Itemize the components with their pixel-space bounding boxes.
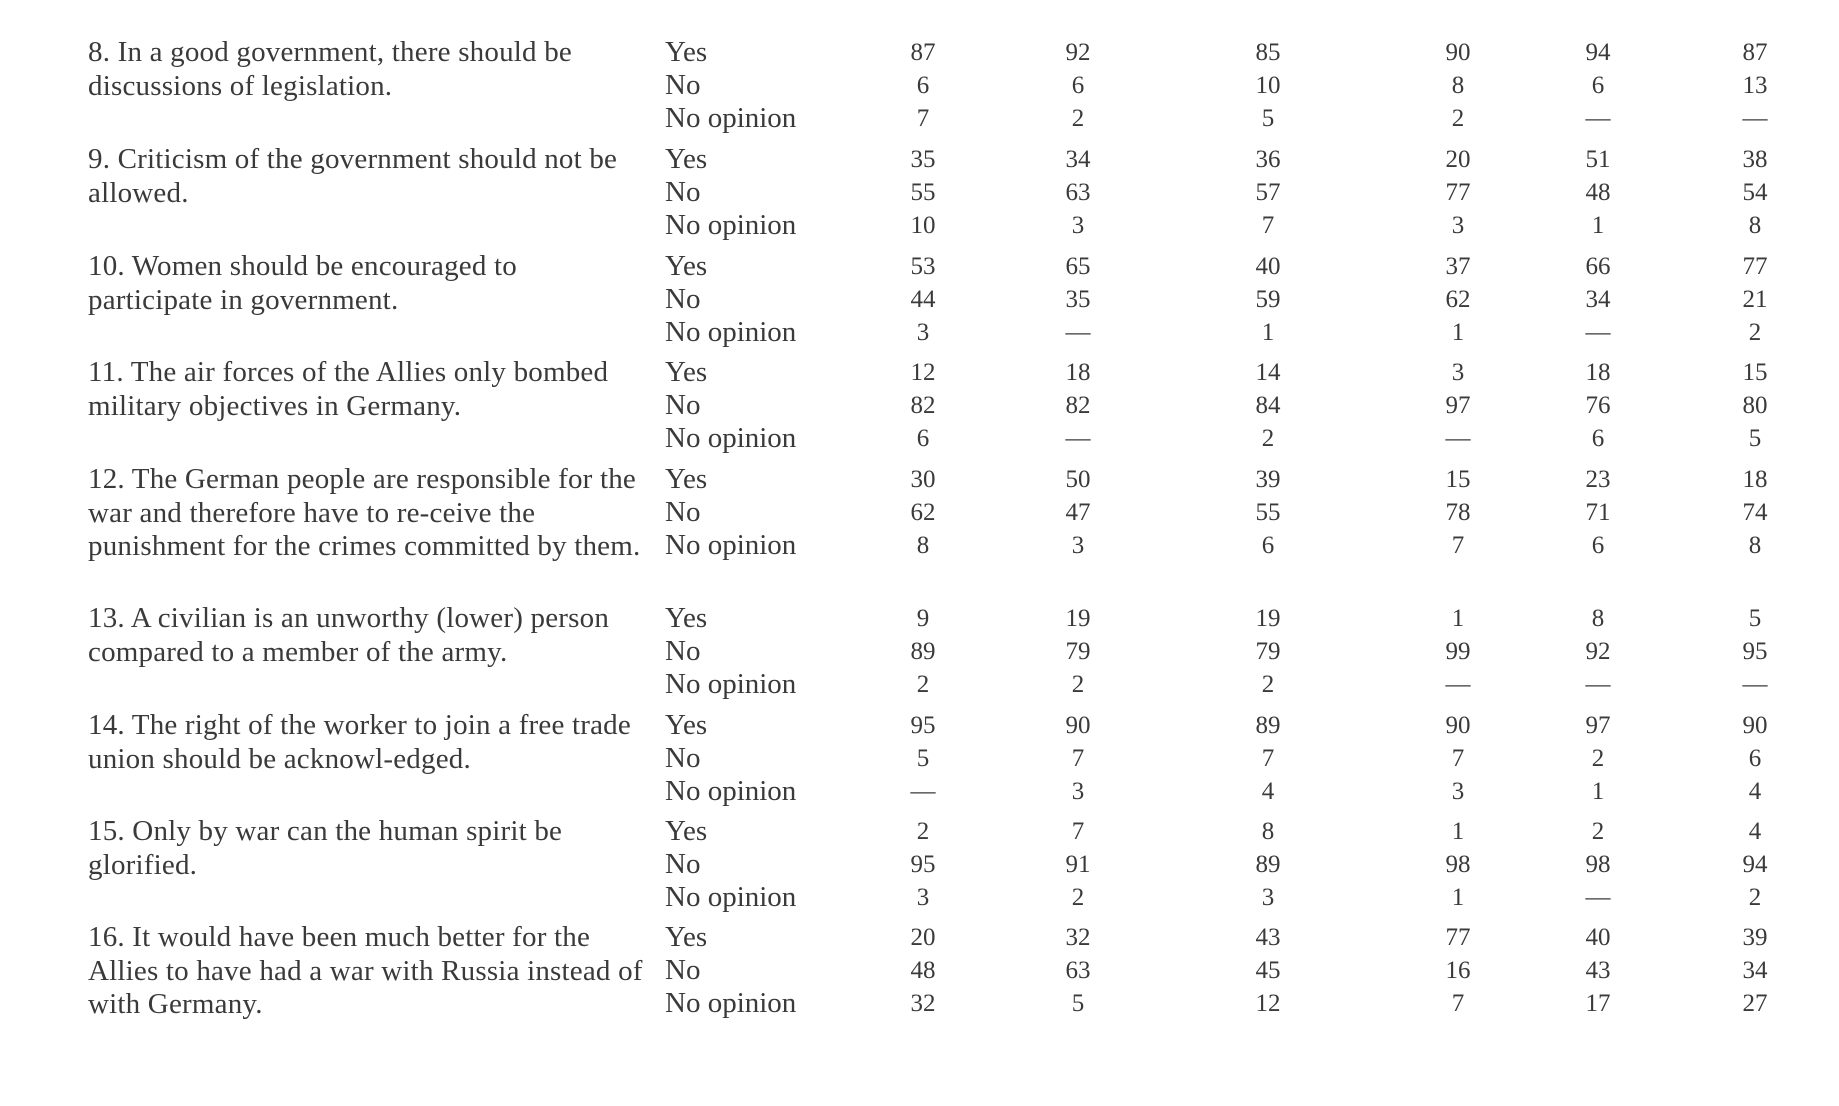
value-cell: 3 (1071, 212, 1085, 239)
value-cell: — (1585, 105, 1611, 132)
value-cell: — (1445, 425, 1471, 452)
answer-label: No (665, 848, 701, 880)
value-cell: 21 (1742, 286, 1768, 313)
value-cell: 15 (1742, 359, 1768, 386)
value-cell: 89 (910, 638, 936, 665)
value-cell: 92 (1065, 39, 1091, 66)
value-cell: — (910, 778, 936, 805)
value-cell: 3 (1451, 212, 1465, 239)
value-cell: 55 (1255, 499, 1281, 526)
question-block (0, 815, 1839, 925)
question-text: 10. Women should be encouraged to participate in government. (88, 250, 517, 316)
question-block (0, 463, 1839, 573)
value-cell: 7 (1071, 745, 1085, 772)
answer-label: No (665, 635, 701, 667)
answer-label: No (665, 742, 701, 774)
value-cell: 12 (1255, 990, 1281, 1017)
value-cell: 78 (1445, 499, 1471, 526)
value-cell: 6 (1591, 532, 1605, 559)
answer-label: No (665, 389, 701, 421)
answer-label: No opinion (665, 316, 797, 348)
value-cell: 2 (1451, 105, 1465, 132)
value-cell: 7 (1451, 745, 1465, 772)
value-cell: 20 (1445, 146, 1471, 173)
value-cell: — (1065, 319, 1091, 346)
value-cell: 2 (1591, 745, 1605, 772)
value-cell: — (1742, 105, 1768, 132)
value-cell: 6 (1748, 745, 1762, 772)
value-cell: 5 (1748, 425, 1762, 452)
value-cell: 82 (910, 392, 936, 419)
value-cell: 9 (916, 605, 930, 632)
value-cell: 19 (1255, 605, 1281, 632)
answer-label: Yes (665, 36, 708, 68)
value-cell: 1 (1451, 319, 1465, 346)
value-cell: 79 (1065, 638, 1091, 665)
value-cell: 35 (1065, 286, 1091, 313)
value-cell: 7 (1261, 212, 1275, 239)
value-cell: 77 (1445, 179, 1471, 206)
value-cell: 5 (916, 745, 930, 772)
value-cell: 15 (1445, 466, 1471, 493)
value-cell: 30 (910, 466, 936, 493)
value-cell: 3 (1451, 778, 1465, 805)
value-cell: 8 (1748, 212, 1762, 239)
value-cell: 40 (1255, 253, 1281, 280)
value-cell: 27 (1742, 990, 1768, 1017)
value-cell: — (1065, 425, 1091, 452)
answer-label: Yes (665, 250, 708, 282)
value-cell: 8 (916, 532, 930, 559)
value-cell: 51 (1585, 146, 1611, 173)
question-text: 15. Only by war can the human spirit be glorified. (88, 815, 563, 881)
value-cell: 34 (1742, 957, 1768, 984)
answer-label: Yes (665, 356, 708, 388)
value-cell: 2 (1261, 425, 1275, 452)
value-cell: 45 (1255, 957, 1281, 984)
value-cell: 35 (910, 146, 936, 173)
value-cell: 95 (910, 851, 936, 878)
value-cell: 36 (1255, 146, 1281, 173)
answer-label: No (665, 69, 701, 101)
value-cell: 43 (1585, 957, 1611, 984)
value-cell: 92 (1585, 638, 1611, 665)
value-cell: 62 (1445, 286, 1471, 313)
value-cell: 8 (1748, 532, 1762, 559)
question-text: 14. The right of the worker to join a free trade union should be acknowl-edged. (88, 709, 631, 775)
value-cell: 13 (1742, 72, 1768, 99)
value-cell: 2 (916, 671, 930, 698)
value-cell: 3 (916, 884, 930, 911)
value-cell: 98 (1585, 851, 1611, 878)
value-cell: 2 (916, 818, 930, 845)
value-cell: 89 (1255, 851, 1281, 878)
answer-label: Yes (665, 143, 708, 175)
question-block (0, 709, 1839, 819)
value-cell: 95 (1742, 638, 1768, 665)
value-cell: 7 (1261, 745, 1275, 772)
value-cell: 74 (1742, 499, 1768, 526)
value-cell: 23 (1585, 466, 1611, 493)
value-cell: 3 (1261, 884, 1275, 911)
value-cell: 76 (1585, 392, 1611, 419)
answer-label: Yes (665, 602, 708, 634)
value-cell: 6 (1591, 425, 1605, 452)
value-cell: 2 (1591, 818, 1605, 845)
value-cell: 1 (1451, 884, 1465, 911)
value-cell: 8 (1451, 72, 1465, 99)
value-cell: 55 (910, 179, 936, 206)
value-cell: 4 (1261, 778, 1275, 805)
value-cell: — (1585, 884, 1611, 911)
value-cell: 18 (1065, 359, 1091, 386)
value-cell: 2 (1748, 884, 1762, 911)
question-block (0, 36, 1839, 146)
value-cell: 48 (910, 957, 936, 984)
value-cell: 43 (1255, 924, 1281, 951)
value-cell: 87 (1742, 39, 1768, 66)
value-cell: 3 (916, 319, 930, 346)
value-cell: 16 (1445, 957, 1471, 984)
value-cell: 3 (1451, 359, 1465, 386)
value-cell: 7 (1451, 532, 1465, 559)
value-cell: 97 (1445, 392, 1471, 419)
value-cell: 19 (1065, 605, 1091, 632)
question-block (0, 602, 1839, 712)
value-cell: 1 (1261, 319, 1275, 346)
value-cell: 37 (1445, 253, 1471, 280)
value-cell: — (1585, 671, 1611, 698)
value-cell: 7 (916, 105, 930, 132)
value-cell: 53 (910, 253, 936, 280)
answer-label: No opinion (665, 102, 797, 134)
value-cell: 5 (1261, 105, 1275, 132)
question-text: 16. It would have been much better for the Allies to have had a war with Russia instead of with Germany. (88, 921, 643, 1020)
value-cell: — (1445, 671, 1471, 698)
value-cell: 32 (910, 990, 936, 1017)
value-cell: 82 (1065, 392, 1091, 419)
value-cell: 84 (1255, 392, 1281, 419)
value-cell: 7 (1071, 818, 1085, 845)
value-cell: 97 (1585, 712, 1611, 739)
value-cell: 48 (1585, 179, 1611, 206)
value-cell: 34 (1585, 286, 1611, 313)
value-cell: 85 (1255, 39, 1281, 66)
question-block (0, 250, 1839, 360)
question-text: 12. The German people are responsible for the war and therefore have to re-ceive the punishment for the crimes committed by them. (88, 463, 641, 562)
value-cell: 90 (1065, 712, 1091, 739)
value-cell: 2 (1261, 671, 1275, 698)
answer-label: No (665, 176, 701, 208)
value-cell: 62 (910, 499, 936, 526)
answer-label: Yes (665, 463, 708, 495)
value-cell: 6 (1071, 72, 1085, 99)
value-cell: 17 (1585, 990, 1611, 1017)
answer-label: No (665, 954, 701, 986)
value-cell: 98 (1445, 851, 1471, 878)
answer-label: Yes (665, 709, 708, 741)
value-cell: 2 (1071, 105, 1085, 132)
value-cell: 99 (1445, 638, 1471, 665)
value-cell: 94 (1742, 851, 1768, 878)
answer-label: No opinion (665, 775, 797, 807)
question-text: 11. The air forces of the Allies only bombed military objectives in Germany. (88, 356, 609, 422)
value-cell: 5 (1748, 605, 1762, 632)
value-cell: 77 (1742, 253, 1768, 280)
value-cell: 90 (1445, 39, 1471, 66)
value-cell: 47 (1065, 499, 1091, 526)
value-cell: 38 (1742, 146, 1768, 173)
question-text: 13. A civilian is an unworthy (lower) person compared to a member of the army. (88, 602, 610, 668)
value-cell: 89 (1255, 712, 1281, 739)
value-cell: 1 (1591, 778, 1605, 805)
question-block (0, 921, 1839, 1031)
answer-label: No (665, 496, 701, 528)
value-cell: 18 (1742, 466, 1768, 493)
value-cell: 6 (1591, 72, 1605, 99)
value-cell: 39 (1255, 466, 1281, 493)
value-cell: — (1585, 319, 1611, 346)
answer-label: No (665, 283, 701, 315)
value-cell: 91 (1065, 851, 1091, 878)
value-cell: 90 (1445, 712, 1471, 739)
value-cell: 79 (1255, 638, 1281, 665)
value-cell: 10 (910, 212, 936, 239)
question-text: 9. Criticism of the government should not be allowed. (88, 143, 618, 209)
value-cell: 87 (910, 39, 936, 66)
value-cell: 65 (1065, 253, 1091, 280)
answer-label: No opinion (665, 422, 797, 454)
value-cell: 4 (1748, 778, 1762, 805)
value-cell: 6 (1261, 532, 1275, 559)
value-cell: 5 (1071, 990, 1085, 1017)
answer-label: No opinion (665, 987, 797, 1019)
value-cell: — (1742, 671, 1768, 698)
value-cell: 63 (1065, 957, 1091, 984)
value-cell: 59 (1255, 286, 1281, 313)
value-cell: 71 (1585, 499, 1611, 526)
value-cell: 57 (1255, 179, 1281, 206)
value-cell: 32 (1065, 924, 1091, 951)
answer-label: No opinion (665, 209, 797, 241)
value-cell: 12 (910, 359, 936, 386)
value-cell: 6 (916, 425, 930, 452)
value-cell: 63 (1065, 179, 1091, 206)
value-cell: 2 (1071, 671, 1085, 698)
value-cell: 1 (1591, 212, 1605, 239)
question-block (0, 356, 1839, 466)
value-cell: 80 (1742, 392, 1768, 419)
value-cell: 34 (1065, 146, 1091, 173)
value-cell: 94 (1585, 39, 1611, 66)
value-cell: 10 (1255, 72, 1281, 99)
value-cell: 7 (1451, 990, 1465, 1017)
value-cell: 40 (1585, 924, 1611, 951)
value-cell: 8 (1591, 605, 1605, 632)
value-cell: 54 (1742, 179, 1768, 206)
answer-label: Yes (665, 921, 708, 953)
answer-label: No opinion (665, 668, 797, 700)
value-cell: 3 (1071, 532, 1085, 559)
value-cell: 95 (910, 712, 936, 739)
value-cell: 77 (1445, 924, 1471, 951)
value-cell: 1 (1451, 605, 1465, 632)
question-block (0, 143, 1839, 253)
value-cell: 2 (1071, 884, 1085, 911)
value-cell: 6 (916, 72, 930, 99)
value-cell: 66 (1585, 253, 1611, 280)
value-cell: 39 (1742, 924, 1768, 951)
answer-label: No opinion (665, 881, 797, 913)
value-cell: 3 (1071, 778, 1085, 805)
value-cell: 20 (910, 924, 936, 951)
value-cell: 44 (910, 286, 936, 313)
value-cell: 90 (1742, 712, 1768, 739)
value-cell: 1 (1451, 818, 1465, 845)
value-cell: 4 (1748, 818, 1762, 845)
answer-label: Yes (665, 815, 708, 847)
value-cell: 8 (1261, 818, 1275, 845)
value-cell: 50 (1065, 466, 1091, 493)
value-cell: 18 (1585, 359, 1611, 386)
value-cell: 2 (1748, 319, 1762, 346)
question-text: 8. In a good government, there should be discussions of legislation. (88, 36, 572, 102)
answer-label: No opinion (665, 529, 797, 561)
value-cell: 14 (1255, 359, 1281, 386)
